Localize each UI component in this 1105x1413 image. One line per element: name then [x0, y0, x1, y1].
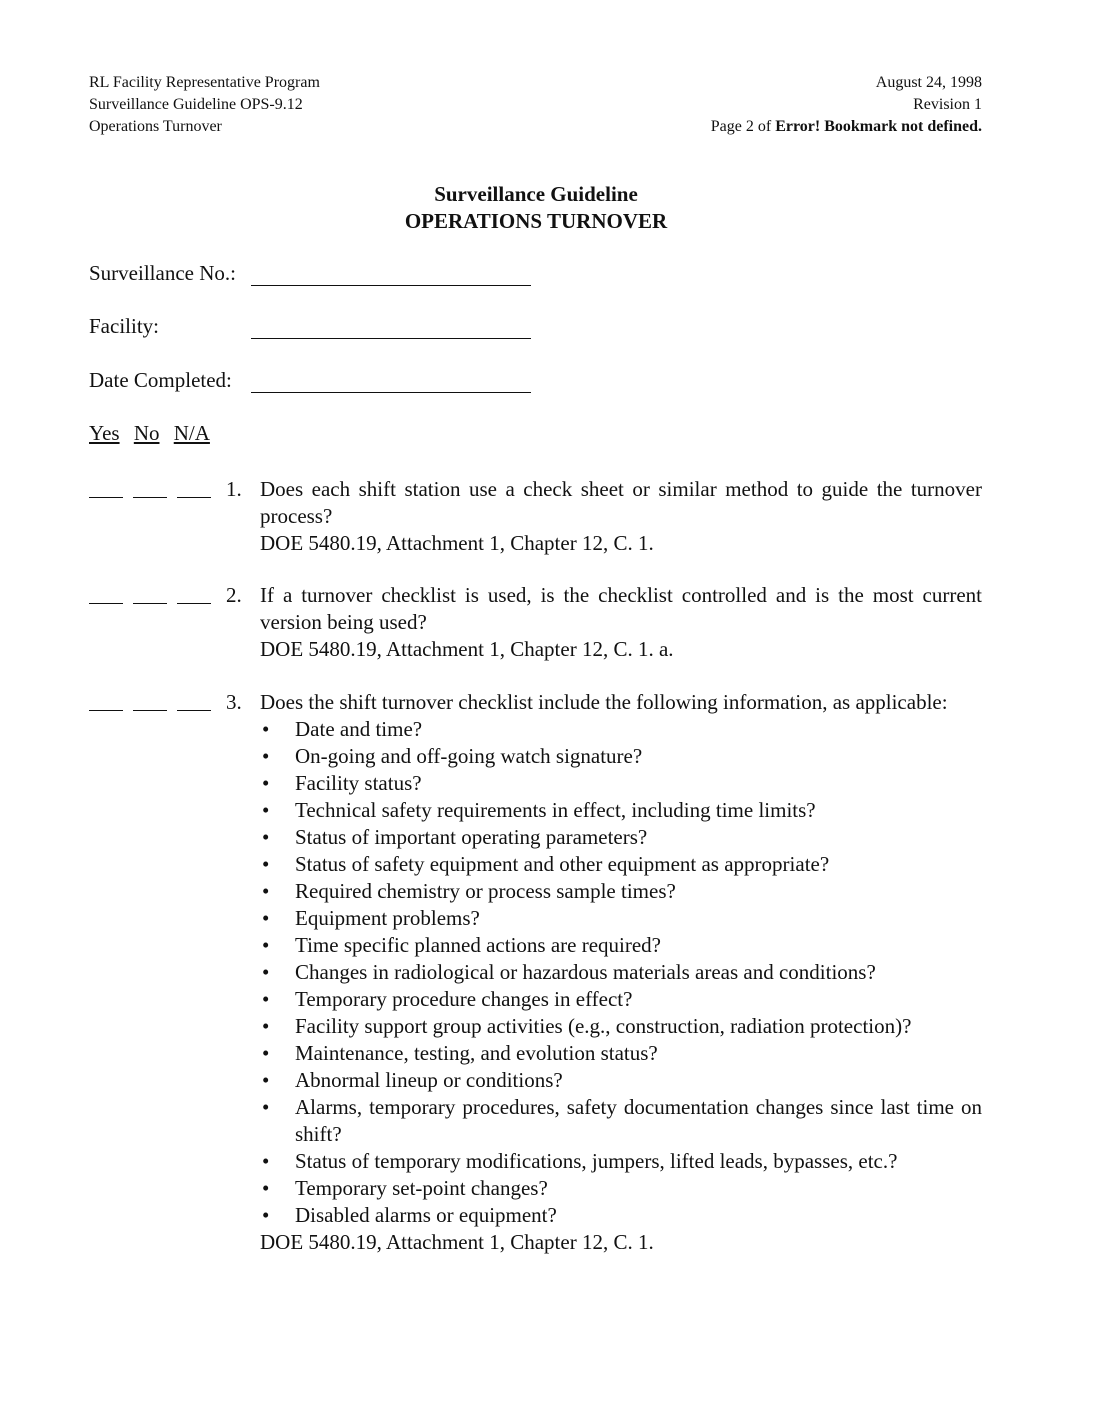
checklist-item-text: Abnormal lineup or conditions? — [295, 1068, 563, 1092]
checklist-item-text: Time specific planned actions are required? — [295, 933, 662, 957]
bullet-icon: • — [262, 717, 270, 741]
checklist-item — [260, 932, 982, 959]
guideline-id: Surveillance Guideline OPS-9.12 — [89, 96, 303, 113]
page-error: Error! Bookmark not defined. — [775, 118, 982, 135]
checklist-item — [260, 1175, 982, 1202]
response-column-headers — [89, 421, 219, 446]
bullet-icon: • — [262, 879, 270, 903]
checklist-item-text: Disabled alarms or equipment? — [295, 1203, 557, 1227]
response-blanks — [89, 582, 221, 611]
yes-blank[interactable] — [89, 582, 123, 604]
yes-column-header: Yes — [89, 421, 120, 445]
bullet-icon: • — [262, 1149, 270, 1173]
bullet-icon: • — [262, 744, 270, 768]
question-text: If a turnover checklist is used, is the checklist controlled and is the most current version being used? — [260, 583, 982, 634]
na-blank[interactable] — [177, 689, 211, 711]
question-citation: DOE 5480.19, Attachment 1, Chapter 12, C. 1. — [260, 1230, 654, 1254]
checklist-item — [260, 1202, 982, 1229]
checklist-item-text: Temporary procedure changes in effect? — [295, 987, 633, 1011]
page-prefix: Page 2 of — [710, 118, 776, 135]
date-completed-line[interactable] — [251, 392, 531, 393]
na-blank[interactable] — [177, 476, 211, 498]
question-citation: DOE 5480.19, Attachment 1, Chapter 12, C. 1. — [260, 531, 654, 555]
na-blank[interactable] — [177, 582, 211, 604]
no-blank[interactable] — [133, 582, 167, 604]
bullet-icon: • — [262, 933, 270, 957]
title-line-2: OPERATIONS TURNOVER — [404, 209, 668, 233]
checklist-item — [260, 986, 982, 1013]
question-body — [260, 582, 982, 663]
checklist-item — [260, 1148, 982, 1175]
no-column-header: No — [133, 421, 160, 445]
na-column-header: N/A — [173, 421, 210, 445]
question-text: Does the shift turnover checklist include the following information, as applicable: — [260, 690, 948, 714]
date-completed-label: Date Completed: — [89, 368, 232, 392]
checklist-item — [260, 878, 982, 905]
bullet-icon: • — [262, 960, 270, 984]
checklist-item-text: On-going and off-going watch signature? — [295, 744, 643, 768]
document-header-right — [711, 72, 982, 138]
document-revision: Revision 1 — [913, 96, 982, 113]
bullet-icon: • — [262, 1095, 270, 1119]
facility-line[interactable] — [251, 338, 531, 339]
checklist-item-text: Technical safety requirements in effect, including time limits? — [295, 798, 816, 822]
checklist-item — [260, 851, 982, 878]
response-blanks — [89, 476, 221, 505]
checklist-item — [260, 797, 982, 824]
question-text: Does each shift station use a check sheet or similar method to guide the turnover process? — [260, 477, 982, 528]
checklist-item — [260, 1067, 982, 1094]
document-date: August 24, 1998 — [875, 74, 982, 91]
checklist-item — [260, 1013, 982, 1040]
document-header-left — [89, 72, 320, 138]
facility-label: Facility: — [89, 314, 159, 338]
checklist-item-text: Facility support group activities (e.g., construction, radiation protection)? — [295, 1014, 912, 1038]
bullet-icon: • — [262, 1203, 270, 1227]
bullet-icon: • — [262, 1176, 270, 1200]
checklist-item-text: Changes in radiological or hazardous materials areas and conditions? — [295, 960, 876, 984]
checklist-item-text: Alarms, temporary procedures, safety documentation changes since last time on shift? — [295, 1095, 982, 1146]
response-blanks — [89, 689, 221, 718]
no-blank[interactable] — [133, 476, 167, 498]
checklist-item — [260, 1040, 982, 1067]
page-number — [711, 116, 982, 138]
checklist-item-text: Status of important operating parameters? — [295, 825, 648, 849]
checklist-item — [260, 824, 982, 851]
checklist-item — [260, 716, 982, 743]
bullet-icon: • — [262, 798, 270, 822]
checklist-item — [260, 905, 982, 932]
bullet-icon: • — [262, 1014, 270, 1038]
no-blank[interactable] — [133, 689, 167, 711]
yes-blank[interactable] — [89, 689, 123, 711]
question-body — [260, 476, 982, 557]
yes-blank[interactable] — [89, 476, 123, 498]
checklist-item-text: Status of temporary modifications, jumpers, lifted leads, bypasses, etc.? — [295, 1149, 898, 1173]
checklist-item — [260, 743, 982, 770]
checklist-item-text: Maintenance, testing, and evolution status? — [295, 1041, 658, 1065]
bullet-icon: • — [262, 1068, 270, 1092]
question-body — [260, 689, 982, 1256]
bullet-icon: • — [262, 1041, 270, 1065]
checklist-item-text: Status of safety equipment and other equipment as appropriate? — [295, 852, 830, 876]
checklist-item-text: Temporary set-point changes? — [295, 1176, 548, 1200]
bullet-icon: • — [262, 771, 270, 795]
checklist-item-text: Required chemistry or process sample times? — [295, 879, 676, 903]
program-name: RL Facility Representative Program — [89, 74, 320, 91]
guideline-topic: Operations Turnover — [89, 118, 222, 135]
bullet-icon: • — [262, 987, 270, 1011]
surveillance-no-label: Surveillance No.: — [89, 261, 236, 285]
bullet-icon: • — [262, 906, 270, 930]
question-number: 1. — [226, 477, 242, 501]
question-number: 2. — [226, 583, 242, 607]
question-citation: DOE 5480.19, Attachment 1, Chapter 12, C. 1. a. — [260, 637, 674, 661]
bullet-icon: • — [262, 852, 270, 876]
checklist-item-text: Date and time? — [295, 717, 423, 741]
title-line-1: Surveillance Guideline — [434, 182, 638, 206]
checklist-item-text: Equipment problems? — [295, 906, 480, 930]
checklist-item-text: Facility status? — [295, 771, 422, 795]
bullet-icon: • — [262, 825, 270, 849]
surveillance-no-line[interactable] — [251, 285, 531, 286]
document-title — [0, 181, 1072, 235]
checklist-item — [260, 1094, 982, 1148]
question-number: 3. — [226, 690, 242, 714]
checklist-item — [260, 959, 982, 986]
checklist-item — [260, 770, 982, 797]
checklist-items — [260, 716, 982, 1229]
